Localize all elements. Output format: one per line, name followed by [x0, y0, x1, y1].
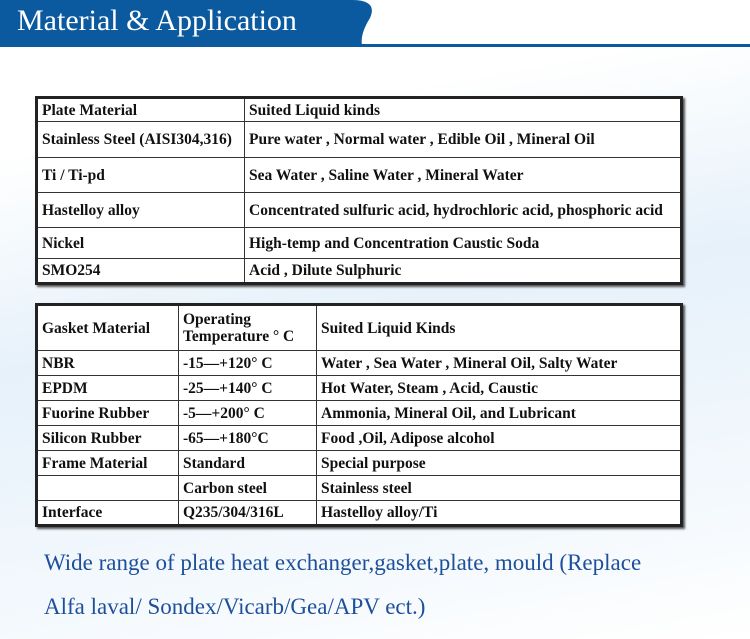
table-cell: Hastelloy alloy/Ti — [317, 501, 682, 526]
table-cell: Water , Sea Water , Mineral Oil, Salty Water — [317, 351, 682, 376]
table-cell: Stainless Steel (AISI304,316) — [37, 122, 245, 158]
table-row — [37, 122, 682, 158]
table-cell: Ti / Ti-pd — [37, 158, 245, 193]
table-cell: Gasket Material — [37, 305, 179, 351]
table-header-row — [37, 305, 682, 351]
table-row — [37, 501, 682, 526]
table-row — [37, 476, 682, 501]
table-cell: Interface — [37, 501, 179, 526]
table-cell: Hot Water, Steam , Acid, Caustic — [317, 376, 682, 401]
table-row — [37, 259, 682, 284]
table-cell: Silicon Rubber — [37, 426, 179, 451]
table-cell: -15—+120° C — [179, 351, 317, 376]
table-row — [37, 451, 682, 476]
table-cell: Acid , Dilute Sulphuric — [245, 259, 682, 284]
table-cell: Concentrated sulfuric acid, hydrochloric acid, phosphoric acid — [245, 193, 682, 228]
table-cell: Plate Material — [37, 98, 245, 122]
footer-line-1: Wide range of plate heat exchanger,gasket,plate, mould (Replace — [44, 550, 642, 575]
table-cell: Fuorine Rubber — [37, 401, 179, 426]
table-cell: Carbon steel — [179, 476, 317, 501]
table-cell: Special purpose — [317, 451, 682, 476]
table-cell: Pure water , Normal water , Edible Oil , Mineral Oil — [245, 122, 682, 158]
table-cell: Suited Liquid Kinds — [317, 305, 682, 351]
table-cell: -25—+140° C — [179, 376, 317, 401]
table-cell: Suited Liquid kinds — [245, 98, 682, 122]
table-row — [37, 401, 682, 426]
table-cell: Hastelloy alloy — [37, 193, 245, 228]
table-cell: Nickel — [37, 228, 245, 259]
footer-line-2: Alfa laval/ Sondex/Vicarb/Gea/APV ect.) — [44, 594, 426, 619]
table-cell: Ammonia, Mineral Oil, and Lubricant — [317, 401, 682, 426]
table-cell: Q235/304/316L — [179, 501, 317, 526]
table-cell: Stainless steel — [317, 476, 682, 501]
page-title: Material & Application — [17, 4, 297, 37]
table-cell: Sea Water , Saline Water , Mineral Water — [245, 158, 682, 193]
table-cell: NBR — [37, 351, 179, 376]
table-cell: -5—+200° C — [179, 401, 317, 426]
gasket-material-table — [35, 303, 683, 527]
table-row — [37, 376, 682, 401]
plate-material-table — [35, 96, 683, 285]
table-cell: SMO254 — [37, 259, 245, 284]
table-cell: -65—+180°C — [179, 426, 317, 451]
table-cell — [37, 476, 179, 501]
table-cell: EPDM — [37, 376, 179, 401]
table-cell: Standard — [179, 451, 317, 476]
table-cell: Frame Material — [37, 451, 179, 476]
table-row — [37, 228, 682, 259]
table-cell: Food ,Oil, Adipose alcohol — [317, 426, 682, 451]
table-row — [37, 351, 682, 376]
table-row — [37, 426, 682, 451]
section-header — [0, 0, 750, 48]
table-cell: Operating Temperature ° C — [179, 305, 317, 351]
table-header-row — [37, 98, 682, 122]
table-cell: High-temp and Concentration Caustic Soda — [245, 228, 682, 259]
table-row — [37, 158, 682, 193]
table-row — [37, 193, 682, 228]
